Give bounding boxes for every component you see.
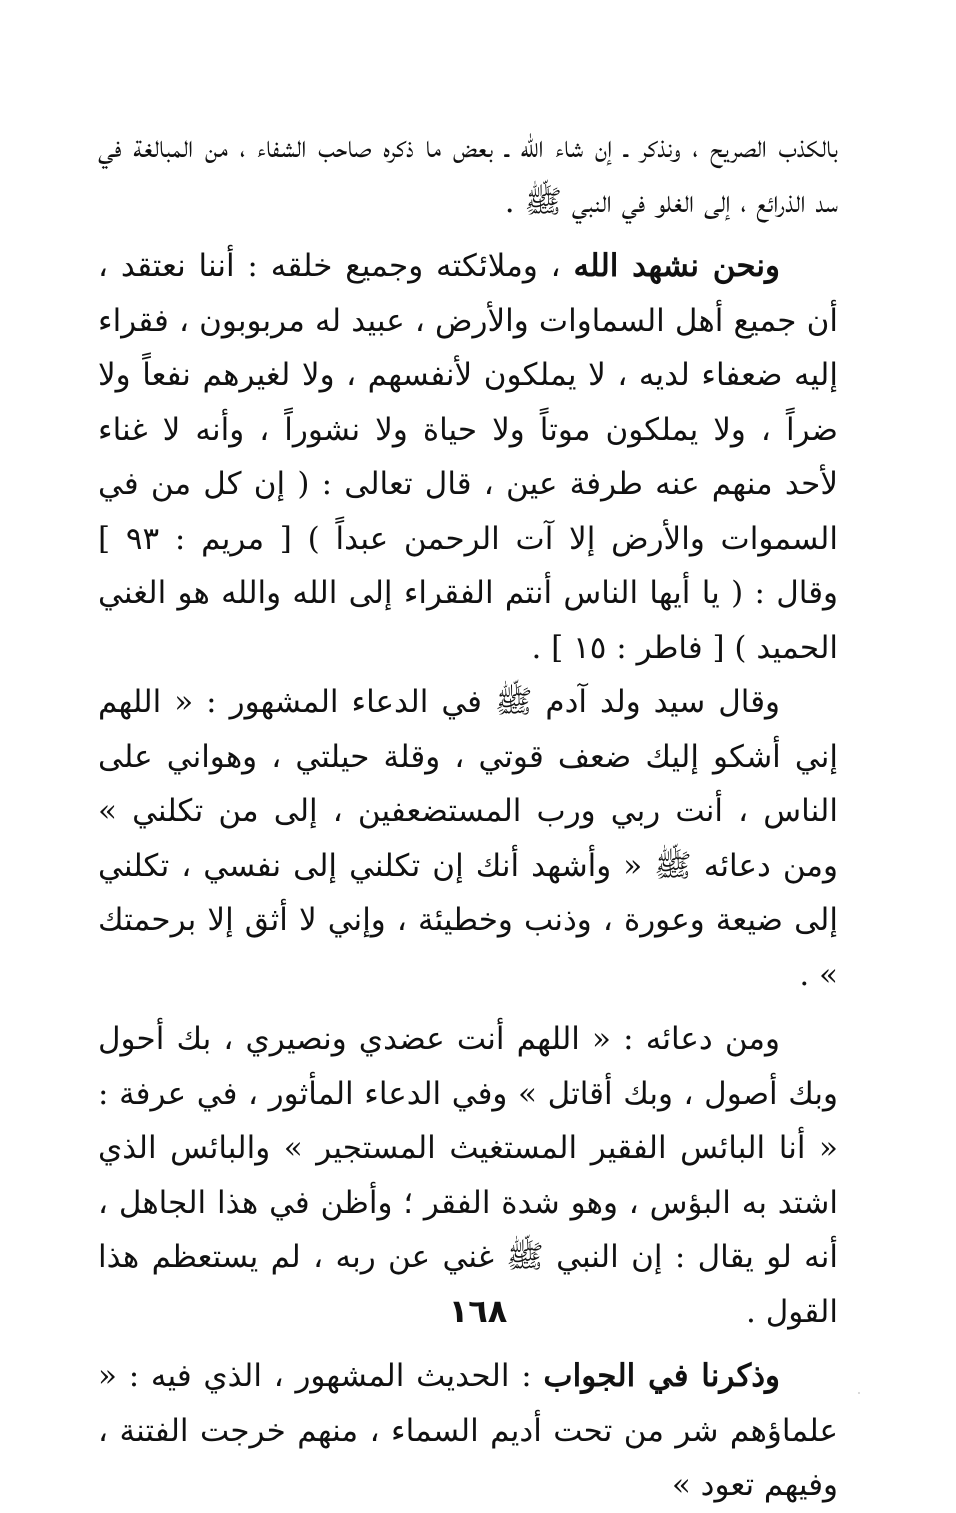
paragraph-4-text: ومن دعائه : « اللهم أنت عضدي ونصيري ، بك أحول وبك أصول ، وبك أقاتل » وفي الدعاء المأثور ، في عرفة : « أنا البائس الفقير المستغيث المستجير » والبائس الذي اشتد به البؤس ، وهو شدة الفقر ؛ وأظن في هذا الجاهل ، أنه لو يقال : إن النبي ﷺ غني عن ربه ، لم يستعظم هذا القول . [98, 1021, 838, 1330]
paragraph-3 [98, 675, 838, 1002]
paragraph-1 [98, 120, 838, 229]
paragraph-2-text: ، وملائكته وجميع خلقه : أننا نعتقد ، أن جميع أهل السماوات والأرض ، عبيد له مربوبون ، فقراء إليه ضعفاء لديه ، لا يملكون لأنفسهم ، ولا لغيرهم نفعاً ولا ضراً ، ولا يملكون موتاً ولا حياة ولا نشوراً ، وأنه لا غناء لأحد منهم عنه طرفة عين ، قال تعالى : ( إن كل من في السموات والأرض إلا آت الرحمن عبداً ) [ مريم : ٩٣ ] وقال : ( يا أيها الناس أنتم الفقراء إلى الله والله هو الغني الحميد ) [ فاطر : ١٥ ] . [98, 248, 838, 666]
paragraph-4 [98, 1012, 838, 1339]
scan-speck [858, 1392, 860, 1394]
paragraph-3-text: وقال سيد ولد آدم ﷺ في الدعاء المشهور : « اللهم إني أشكو إليك ضعف قوتي ، وقلة حيلتي ، وهواني على الناس ، أنت ربي ورب المستضعفين ، إلى من تكلني » ومن دعائه ﷺ « وأشهد أنك إن تكلني إلى نفسي ، تكلني إلى ضيعة وعورة ، وذنب وخطيئة ، وإني لا أثق إلا برحمتك » . [98, 684, 838, 993]
paragraph-2 [98, 239, 838, 675]
paragraph-5-lead: وذكرنا في الجواب [543, 1358, 780, 1394]
page-number: ١٦٨ [448, 1292, 508, 1330]
paragraph-2-lead: ونحن نشهد الله [573, 248, 780, 284]
paragraph-1-text: بالكذب الصريح ، ونذكر ـ إن شاء الله ـ بعض ما ذكره صاحب الشفاء ، من المبالغة في سد الذرائع ، إلى الغلو في النبي ﷺ . [98, 129, 838, 220]
paragraph-5-text: : الحديث المشهور ، الذي فيه : « علماؤهم شر من تحت أديم السماء ، منهم خرجت الفتنة ، وفيهم تعود » [98, 1358, 838, 1503]
paragraph-5 [98, 1349, 838, 1513]
